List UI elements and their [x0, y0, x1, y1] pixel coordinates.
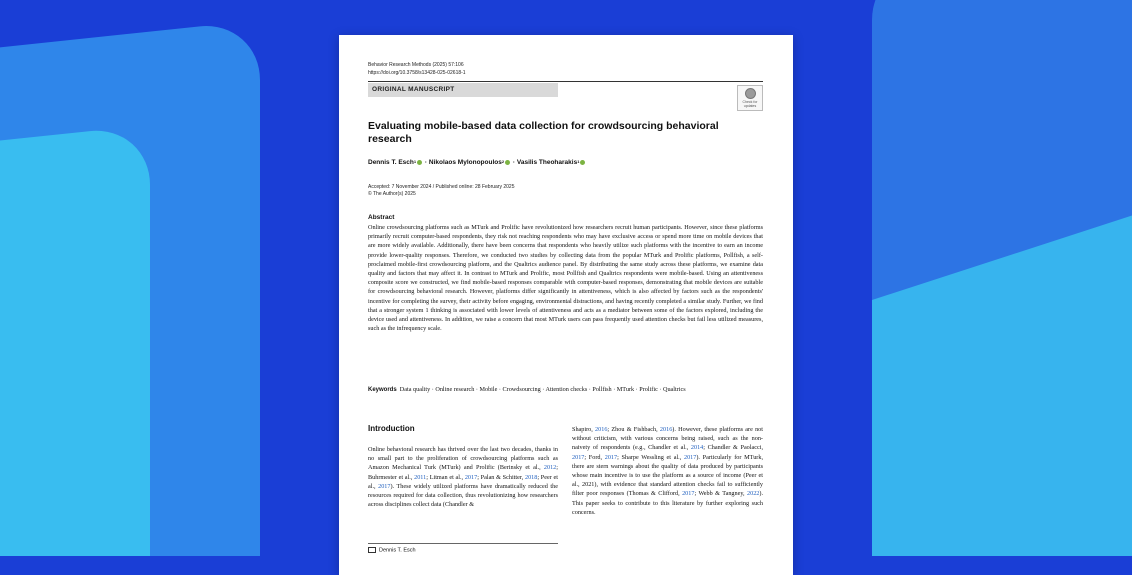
accepted-published-line: Accepted: 7 November 2024 / Published online: 28 February 2025	[368, 184, 515, 190]
intro-text: ; Sharpe Wessling et al.,	[617, 453, 684, 461]
citation-link[interactable]: 2017	[572, 453, 585, 461]
copyright-line: © The Author(s) 2025	[368, 191, 416, 197]
intro-text: ; Palan & Schitter,	[477, 473, 525, 481]
intro-text: ; Litman et al.,	[426, 473, 465, 481]
keywords-text: Data quality · Online research · Mobile · Crowdsourcing · Attention checks · Pollfish · MTurk · Prolific · Qualtrics	[399, 386, 686, 393]
abstract-text: Online crowdsourcing platforms such as MTurk and Prolific have revolutionized how researchers recruit human participants. However, since these platforms primarily recruit computer-based respondents, they risk not reaching respondents who may have exclusive access or spend more time on mobile devices that are more widely available. Additionally, there have been concerns that respondents who heavily utilize such platforms with the incentive to earn an income provide lower-quality responses. Therefore, we conducted two studies by collecting data from the popular MTurk and Prolific platforms, Pollfish, a self-proclaimed mobile-first crowdsourcing platform, and the Qualtrics audience panel. By distributing the same study across these platforms, we examine data quality and factors that may affect it. In contrast to MTurk and Prolific, most Pollfish and Qualtrics respondents were mobile-based. Using an attentiveness composite score we constructed, we find mobile-based responses comparable with computer-based responses, demonstrating that mobile devices are suitable for crowdsourcing behavioral research. However, platforms differ significantly in attentiveness, which is also affected by factors such as the respondents' incentive for completing the survey, their activity before engaging, environmental distractions, and having recently completed a similar study. Further, we find that a stronger system 1 thinking is associated with lower levels of attentiveness and acts as a mediator between some of the factors explored, including the device used and attentiveness. In addition, we raise a concern that most MTurk users can pass frequently used attention checks but fail less utilized measures, such as the infrequency scale.	[368, 224, 763, 333]
citation-link[interactable]: 2014	[690, 444, 704, 452]
author-list: Dennis T. Esch$^1$ · Nikolaos Mylonopoulos$^2$ · Vasilis Theoharakis$^1$	[368, 159, 586, 166]
header-rule	[368, 81, 763, 82]
abstract-heading: Abstract	[368, 214, 395, 221]
intro-text: Online behavioral research has thrived over the last two decades, thanks in no small part to the proliferation of crowdsourcing platforms such as Amazon Mechanical Turk (MTurk) and Prolific (Berinsky et al.,	[368, 446, 558, 472]
paper-title: Evaluating mobile-based data collection for crowdsourcing behavioral research	[368, 120, 719, 145]
section-banner: ORIGINAL MANUSCRIPT	[368, 83, 558, 97]
citation-link[interactable]: 2016	[659, 426, 673, 433]
mail-icon[interactable]	[368, 547, 376, 553]
citation-link[interactable]: 2011	[414, 473, 427, 481]
journal-citation: Behavior Research Methods (2025) 57:106	[368, 62, 464, 68]
citation-link[interactable]: 2016	[595, 426, 608, 433]
citation-link[interactable]: 2017	[604, 453, 618, 461]
keywords	[368, 385, 763, 396]
check-for-updates-badge[interactable]	[737, 85, 763, 111]
citation-link[interactable]: 2017	[378, 482, 391, 490]
check-updates-icon	[745, 88, 756, 99]
introduction-heading: Introduction	[368, 424, 415, 433]
correspondence	[368, 547, 416, 553]
introduction-column-1	[368, 445, 558, 509]
intro-text: ). These widely utilized platforms have dramatically reduced the resources required for data collection, thus revolutionizing how researchers across disciplines collect data (Chandler &	[368, 482, 558, 509]
citation-link[interactable]: 2017	[682, 490, 695, 498]
journal-meta	[368, 61, 466, 77]
orcid-icon[interactable]	[417, 160, 422, 165]
publication-dates	[368, 184, 514, 198]
correspondence-name: Dennis T. Esch	[379, 547, 416, 554]
author-name[interactable]: Dennis T. Esch	[368, 159, 414, 166]
author-affiliation: 2	[501, 159, 505, 164]
footnote-rule	[368, 543, 558, 544]
citation-link[interactable]: 2012	[543, 464, 557, 472]
intro-text: ; Chandler & Paolacci,	[703, 444, 764, 452]
author-affiliation: 1	[577, 159, 580, 164]
citation-link[interactable]: 2017	[464, 473, 478, 481]
intro-text: ; Zhou & Fishbach,	[607, 426, 660, 433]
author-affiliation: 1	[413, 159, 417, 164]
keywords-label: Keywords	[368, 387, 397, 393]
citation-link[interactable]: 2017	[683, 453, 697, 461]
intro-text: ; Buhrmester et al.,	[368, 464, 558, 481]
intro-text: ). However, these platforms are not without criticism, with various concerns being raised, such as the non-naivety of respondents (e.g., Chandler et al.,	[572, 426, 763, 452]
introduction-column-2	[572, 425, 763, 517]
bg-shape-left-front	[0, 125, 150, 556]
intro-text: ; Webb & Tangney,	[694, 490, 748, 498]
citation-link[interactable]: 2018	[524, 473, 538, 481]
check-updates-line1: Check for	[742, 100, 758, 104]
intro-text: ; Peer et al.,	[368, 473, 558, 490]
check-updates-line2: updates	[743, 104, 757, 108]
author-name[interactable]: Nikolaos Mylonopoulos	[428, 159, 502, 166]
intro-text: Shapiro,	[572, 426, 596, 433]
author-name[interactable]: Vasilis Theoharakis	[516, 159, 578, 166]
citation-link[interactable]: 2022	[747, 490, 760, 498]
intro-text: ). This paper seeks to contribute to this literature by further exploring such concerns.	[572, 490, 763, 516]
paper-page	[339, 35, 793, 575]
intro-text: ). Particularly for MTurk, there are stern warnings about the quality of data produced by participants whose main incentive is to use the platform as a source of income (Peer et al., 2021), with evidence that standard attention checks fail to sufficiently filter poor responses (Thomas & Clifford,	[572, 453, 763, 498]
doi-link[interactable]: https://doi.org/10.3758/s13428-025-02618-1	[368, 70, 466, 76]
intro-text: ; Ford,	[584, 453, 605, 461]
orcid-icon[interactable]	[580, 160, 585, 165]
orcid-icon[interactable]	[505, 160, 510, 165]
